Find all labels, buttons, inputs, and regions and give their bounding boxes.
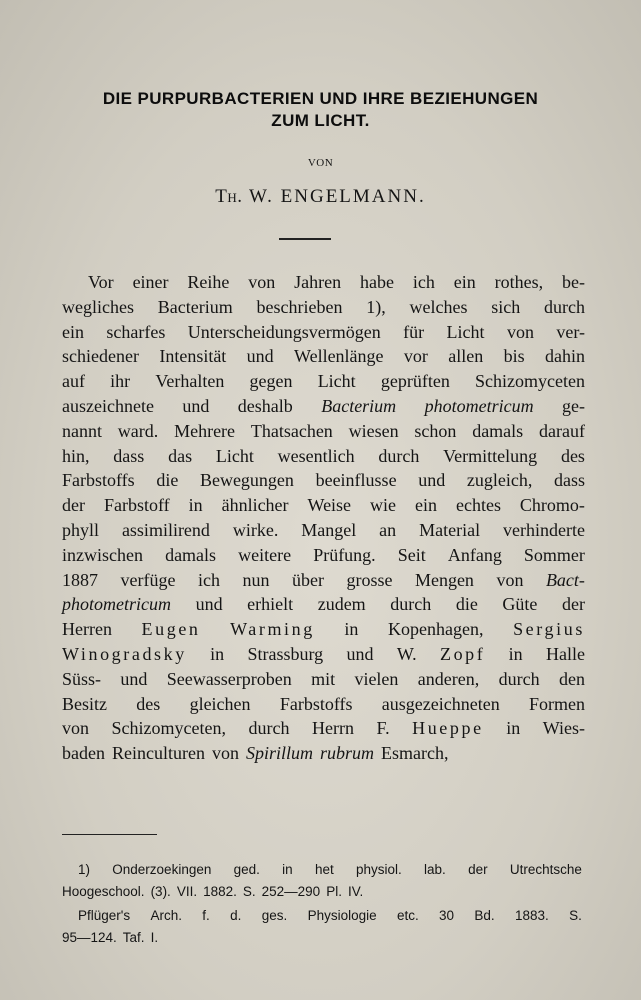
body-line: der Farbstoff in ähnlicher Weise wie ein echtes Chromo-	[62, 495, 585, 516]
body-line: wegliches Bacterium beschrieben 1), welches sich durch	[62, 296, 585, 317]
body-line: phyll assimilirend wirke. Mangel an Material verhinderte	[62, 519, 585, 540]
body-line: hin, dass das Licht wesentlich durch Vermittelung des	[62, 445, 585, 466]
body-line: nannt ward. Mehrere Thatsachen wiesen schon damals darauf	[62, 420, 585, 441]
body-text	[62, 272, 585, 768]
body-line: Besitz des gleichen Farbstoffs ausgezeichneten Formen	[62, 693, 585, 714]
body-line: schiedener Intensität und Wellenlänge vor allen bis dahin	[62, 346, 585, 367]
author-prefix: Th.	[215, 186, 243, 207]
title-separator-rule	[279, 238, 331, 240]
body-line: Vor einer Reihe von Jahren habe ich ein rothes, be-	[88, 272, 585, 292]
body-line: auf ihr Verhalten gegen Licht geprüften Schizomyceten	[62, 371, 585, 392]
article-title-line-2: ZUM LICHT.	[271, 111, 370, 130]
footnote-separator-rule	[62, 834, 157, 835]
article-title-line-1: DIE PURPURBACTERIEN UND IHRE BEZIEHUNGEN	[102, 89, 539, 108]
footnote-line: 1) Onderzoekingen ged. in het physiol. lab. der Utrechtsche	[78, 862, 582, 877]
body-line: Farbstoffs die Bewegungen beeinflusse und zugleich, dass	[62, 470, 585, 491]
body-line: Süss- und Seewasserproben mit vielen anderen, durch den	[62, 668, 585, 689]
body-line: ein scharfes Unterscheidungsvermögen für Licht von ver-	[62, 321, 585, 342]
body-line: inzwischen damals weitere Prüfung. Seit Anfang Sommer	[62, 544, 585, 565]
body-line: Herren Eugen Warming in Kopenhagen, Sergius	[62, 619, 585, 640]
footnote-line: Pflüger's Arch. f. d. ges. Physiologie etc. 30 Bd. 1883. S.	[78, 908, 582, 923]
byline-von: VON	[307, 157, 334, 169]
body-line: Winogradsky in Strassburg und W. Zopf in Halle	[62, 643, 585, 664]
footnote-line: Hoogeschool. (3). VII. 1882. S. 252—290 Pl. IV.	[62, 884, 364, 899]
footnote-2	[62, 905, 582, 949]
show-through-text	[330, 40, 630, 62]
body-line: photometricum und erhielt zudem durch die Güte der	[62, 594, 585, 615]
body-line: auszeichnete und deshalb Bacterium photometricum ge-	[62, 395, 585, 416]
author-name: W. ENGELMANN.	[248, 186, 426, 207]
author	[0, 186, 641, 208]
body-line: 1887 verfüge ich nun über grosse Mengen von Bact-	[62, 569, 585, 590]
footnote-1	[62, 859, 582, 903]
body-line: von Schizomyceten, durch Herrn F. Hueppe in Wies-	[62, 718, 585, 739]
body-line: baden Reinculturen von Spirillum rubrum Esmarch,	[62, 743, 449, 764]
footnote-line: 95—124. Taf. I.	[62, 930, 159, 945]
